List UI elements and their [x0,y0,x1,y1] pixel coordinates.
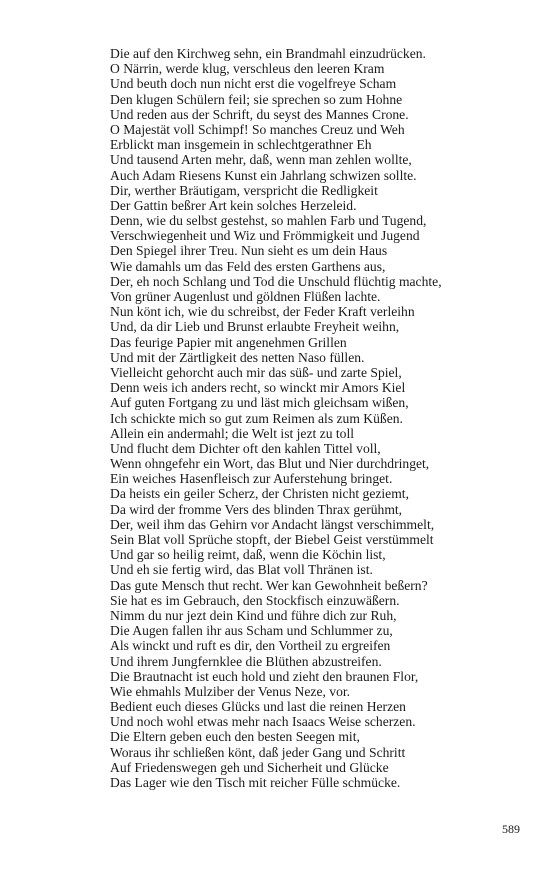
verse-line: Ich schickte mich so gut zum Reimen als zum Küßen. [110,410,403,426]
verse-line: Ein weiches Hasenfleisch zur Auferstehung bringet. [110,471,393,487]
verse-line: Auch Adam Riesens Kunst ein Jahrlang schwizen sollte. [110,167,417,183]
verse-line: Die Augen fallen ihr aus Scham und Schlummer zu, [110,623,393,639]
verse-line: Wenn ohngefehr ein Wort, das Blut und Nier durchdringet, [110,456,430,472]
verse-line: Und noch wohl etwas mehr nach Isaacs Weise scherzen. [110,714,416,730]
verse-line: Das feurige Papier mit angenehmen Grillen [110,334,347,350]
verse-line: Den klugen Schülern feil; sie sprechen so zum Hohne [110,91,403,107]
verse-line: Als winckt und ruft es dir, den Vortheil zu ergreifen [110,638,391,654]
verse-line: Sie hat es im Gebrauch, den Stockfisch einzuwäßern. [110,592,400,608]
page-number: 589 [502,822,520,836]
verse-line: Der Gattin beßrer Art kein solches Herzeleid. [110,197,357,213]
verse-line: Da heists ein geiler Scherz, der Christen nicht geziemt, [110,486,409,502]
verse-line: Bedient euch dieses Glücks und last die reinen Herzen [110,699,406,715]
verse-line: Den Spiegel ihrer Treu. Nun sieht es um dein Haus [110,243,388,259]
verse-line: O Majestät voll Schimpf! So manches Creuz und Weh [110,121,405,137]
verse-line: Dir, werther Bräutigam, verspricht die Redligkeit [110,182,378,198]
verse-line: Und mit der Zärtligkeit des netten Naso füllen. [110,349,365,365]
verse-line: Da wird der fromme Vers des blinden Thrax gerühmt, [110,501,403,517]
verse-line: Der, weil ihm das Gehirn vor Andacht längst verschimmelt, [110,516,435,532]
verse-line: Die Eltern geben euch den besten Seegen mit, [110,729,360,745]
verse-line: Sein Blat voll Sprüche stopft, der Biebel Geist verstümmelt [110,532,434,547]
verse-line: Und gar so heilig reimt, daß, wenn die Köchin list, [110,547,386,563]
verse-line: Und, da dir Lieb und Brunst erlaubte Freyheit weihn, [110,319,400,335]
verse-line: Wie damahls um das Feld des ersten Garthens aus, [110,258,386,274]
verse-line: Woraus ihr schließen könt, daß jeder Gang und Schritt [110,744,406,760]
verse-line: Und flucht dem Dichter oft den kahlen Tittel voll, [110,440,381,456]
verse-line: Und tausend Arten mehr, daß, wenn man zehlen wollte, [110,152,412,168]
verse-line: Und eh sie fertig wird, das Blat voll Thränen ist. [110,562,373,578]
verse-line: Denn, wie du selbst gestehst, so mahlen Farb und Tugend, [110,213,427,229]
verse-line: Vielleicht gehorcht auch mir das süß- und zarte Spiel, [110,364,402,380]
verse-line: Die Brautnacht ist euch hold und zieht den braunen Flor, [110,668,419,684]
verse-line: Und ihrem Jungfernklee die Blüthen abzustreifen. [110,653,382,669]
verse-line: Wie ehmahls Mulziber der Venus Neze, vor. [110,683,351,699]
verse-line: Allein ein andermahl; die Welt ist jezt zu toll [110,425,355,441]
verse-line: Verschwiegenheit und Wiz und Frömmigkeit und Jugend [110,228,420,244]
verse-line: Auf guten Fortgang zu und läst mich gleichsam wißen, [110,395,409,411]
verse-line: Das Lager wie den Tisch mit reicher Fülle schmücke. [110,775,401,790]
verse-line: Der, eh noch Schlang und Tod die Unschuld flüchtig machte, [110,273,442,289]
poem-text [110,46,530,790]
verse-line: O Närrin, werde klug, verschleus den leeren Kram [110,61,385,77]
verse-line: Das gute Mensch thut recht. Wer kan Gewohnheit beßern? [110,577,428,593]
verse-line: Denn weis ich anders recht, so winckt mir Amors Kiel [110,380,406,396]
verse-line: Nun könt ich, wie du schreibst, der Feder Kraft verleihn [110,304,415,320]
verse-line: Die auf den Kirchweg sehn, ein Brandmahl einzudrücken. [110,46,426,61]
verse-line: Nimm du nur jezt dein Kind und führe dich zur Ruh, [110,607,397,623]
verse-line: Von grüner Augenlust und göldnen Flüßen lachte. [110,289,381,304]
verse-line: Auf Friedenswegen geh und Sicherheit und Glücke [110,759,389,775]
verse-line: Und beuth doch nun nicht erst die vogelfreye Scham [110,76,397,92]
verse-line: Und reden aus der Schrift, du seyst des Mannes Crone. [110,106,409,122]
verse-line: Erblickt man insgemein in schlechtgerathner Eh [110,137,372,153]
